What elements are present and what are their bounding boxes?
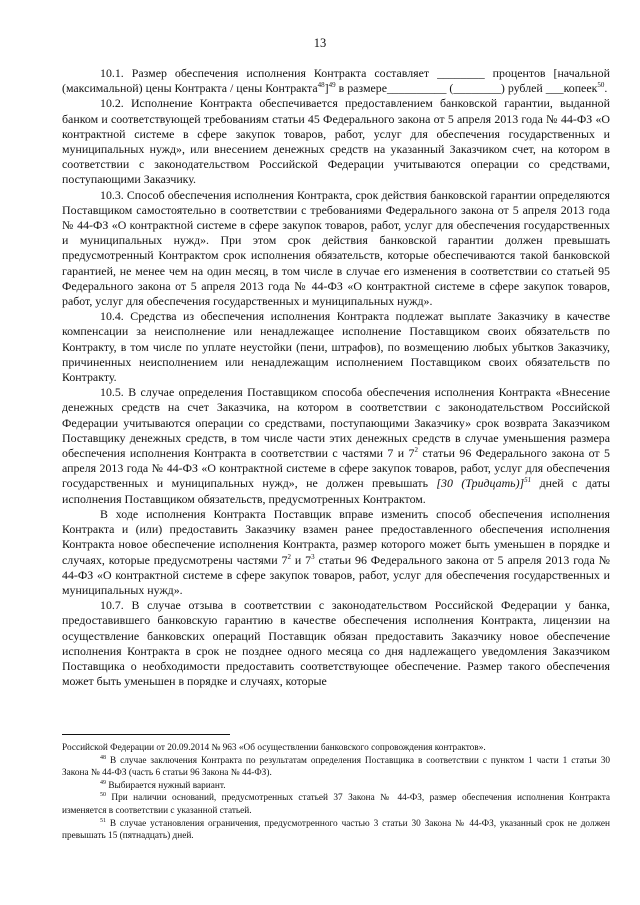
clause-10-5-continued: В ходе исполнения Контракта Поставщик вправе изменить способ обеспечения исполнения Контракта и (или) предоставить Заказчику взамен ранее предоставленного обеспечения исполнения Контракта новое обеспечение исполнения Контракта, размер которого может быть уменьшен в порядке и случаях, которые предусмотрены частями $7^2$ и $7^3$ статьи 96 Федерального закона от 5 апреля 2013 года № 44-ФЗ «О контрактной системе в сфере закупок товаров, работ, услуг для обеспечения государственных и муниципальных нужд». <box>62 506 610 597</box>
footnote-ref-48: 48 <box>317 81 325 90</box>
footnote-ref-50: 50 <box>597 81 605 90</box>
clause-10-4: 10.4. Средства из обеспечения исполнения Контракта подлежат выплате Заказчику в качестве компенсации за неисполнение или ненадлежащее исполнение Поставщиком своих обязательств по Контракту, в том числе по уплате неустойки (пени, штрафов), по возмещению любых убытков Заказчику, причиненных неисполнением или ненадлежащим исполнением Поставщиком своих обязательств по Контракту. <box>62 309 610 385</box>
superscript-index: 2 <box>287 552 291 561</box>
footnote-51: $^{51}$ В случае установления ограничения, предусмотренного частью 3 статьи 30 Закона № 44-ФЗ, указанный срок не должен превышать 15 (пятнадцать) дней. <box>62 817 610 842</box>
clause-10-7: 10.7. В случае отзыва в соответствии с законодательством Российской Федерации у банка, предоставившего банковскую гарантию в качестве обеспечения исполнения Контракта, лицензии на осуществление банковских операций Поставщик обязан предоставить Заказчику новое обеспечение исполнения Контракта в срок не позднее одного месяца со дня надлежащего уведомления Заказчиком Поставщика о необходимости предоставить соответствующее обеспечение. Размер такого обеспечения может быть уменьшен в порядке и случаях, которые <box>62 598 610 689</box>
footnote-continuation: Российской Федерации от 20.09.2014 № 963 «Об осуществлении банковского сопровождения контрактов». <box>62 743 486 753</box>
clause-10-2: 10.2. Исполнение Контракта обеспечивается предоставлением банковской гарантии, выданной банком и соответствующей требованиям статьи 45 Федерального закона от 5 апреля 2013 года № 44-ФЗ «О контрактной системе в сфере закупок товаров, работ, услуг для обеспечения государственных и муниципальных нужд», или внесением денежных средств на указанный Заказчиком счет, на котором в соответствии с законодательством Российской Федерации учитываются операции со средствами, поступающими Заказчику. <box>62 96 610 187</box>
footnotes <box>62 742 610 843</box>
clause-10-3: 10.3. Способ обеспечения исполнения Контракта, срок действия банковской гарантии определяются Поставщиком самостоятельно в соответствии с требованиями Федерального закона от 5 апреля 2013 года № 44-ФЗ «О контрактной системе в сфере закупок товаров, работ, услуг для обеспечения государственных и муниципальных нужд». При этом срок действия банковской гарантии должен превышать предусмотренный Контрактом срок исполнения обязательств, которые обеспечиваются такой банковской гарантией, не менее чем на один месяц, в том числе в случае его изменения в соответствии со статьей 95 Федерального закона от 5 апреля 2013 года № 44-ФЗ «О контрактной системе в сфере закупок товаров, работ, услуг для обеспечения государственных и муниципальных нужд». <box>62 187 610 309</box>
footnote-48: $^{48}$ В случае заключения Контракта по результатам определения Поставщика в соответствии с пунктом 1 части 1 статьи 30 Закона № 44-ФЗ (часть 6 статьи 96 Закона № 44-ФЗ). <box>62 754 610 779</box>
page-number: 13 <box>313 36 327 50</box>
footnote-divider <box>62 734 230 735</box>
italic-term: [30 (Тридцать)] <box>436 476 525 491</box>
contract-body <box>62 66 610 689</box>
superscript-index: 3 <box>311 552 315 561</box>
footnote-49: $^{49}$ Выбирается нужный вариант. <box>100 779 226 791</box>
clause-10-5: 10.5. В случае определения Поставщиком способа обеспечения исполнения Контракта «Внесение денежных средств на счет Заказчика, на котором в соответствии с законодательством Российской Федерации учитываются операции со средствами, поступающими Заказчику» срок возврата Заказчиком Поставщику денежных средств, в том числе части этих денежных средств в случае уменьшения размера обеспечения исполнения Контракта в соответствии с частями 7 и $7^2$ статьи 96 Федерального закона от 5 апреля 2013 года № 44-ФЗ «О контрактной системе в сфере закупок товаров, работ, услуг для обеспечения государственных и муниципальных нужд», не должен превышать [30 (Тридцать)]$^{51}$ дней с даты исполнения Поставщиком обязательств, предусмотренных Контрактом. <box>62 385 610 506</box>
clause-10-1: 10.1. Размер обеспечения исполнения Контракта составляет ________ процентов [начальной (максимальной) цены Контракта / цены Контракта$^{48}$]$^{49}$ в размере__________ (________) рублей ___копеек$^{50}$. <box>62 66 610 96</box>
superscript-index: 2 <box>414 446 419 455</box>
footnote-ref-49: 49 <box>328 81 336 90</box>
footnote-ref-51: 51 <box>524 476 532 485</box>
footnote-50: $^{50}$ При наличии оснований, предусмотренных статьей 37 Закона № 44-ФЗ, размер обеспечения исполнения Контракта изменяется в соответствии с указанной статьей. <box>62 792 610 816</box>
